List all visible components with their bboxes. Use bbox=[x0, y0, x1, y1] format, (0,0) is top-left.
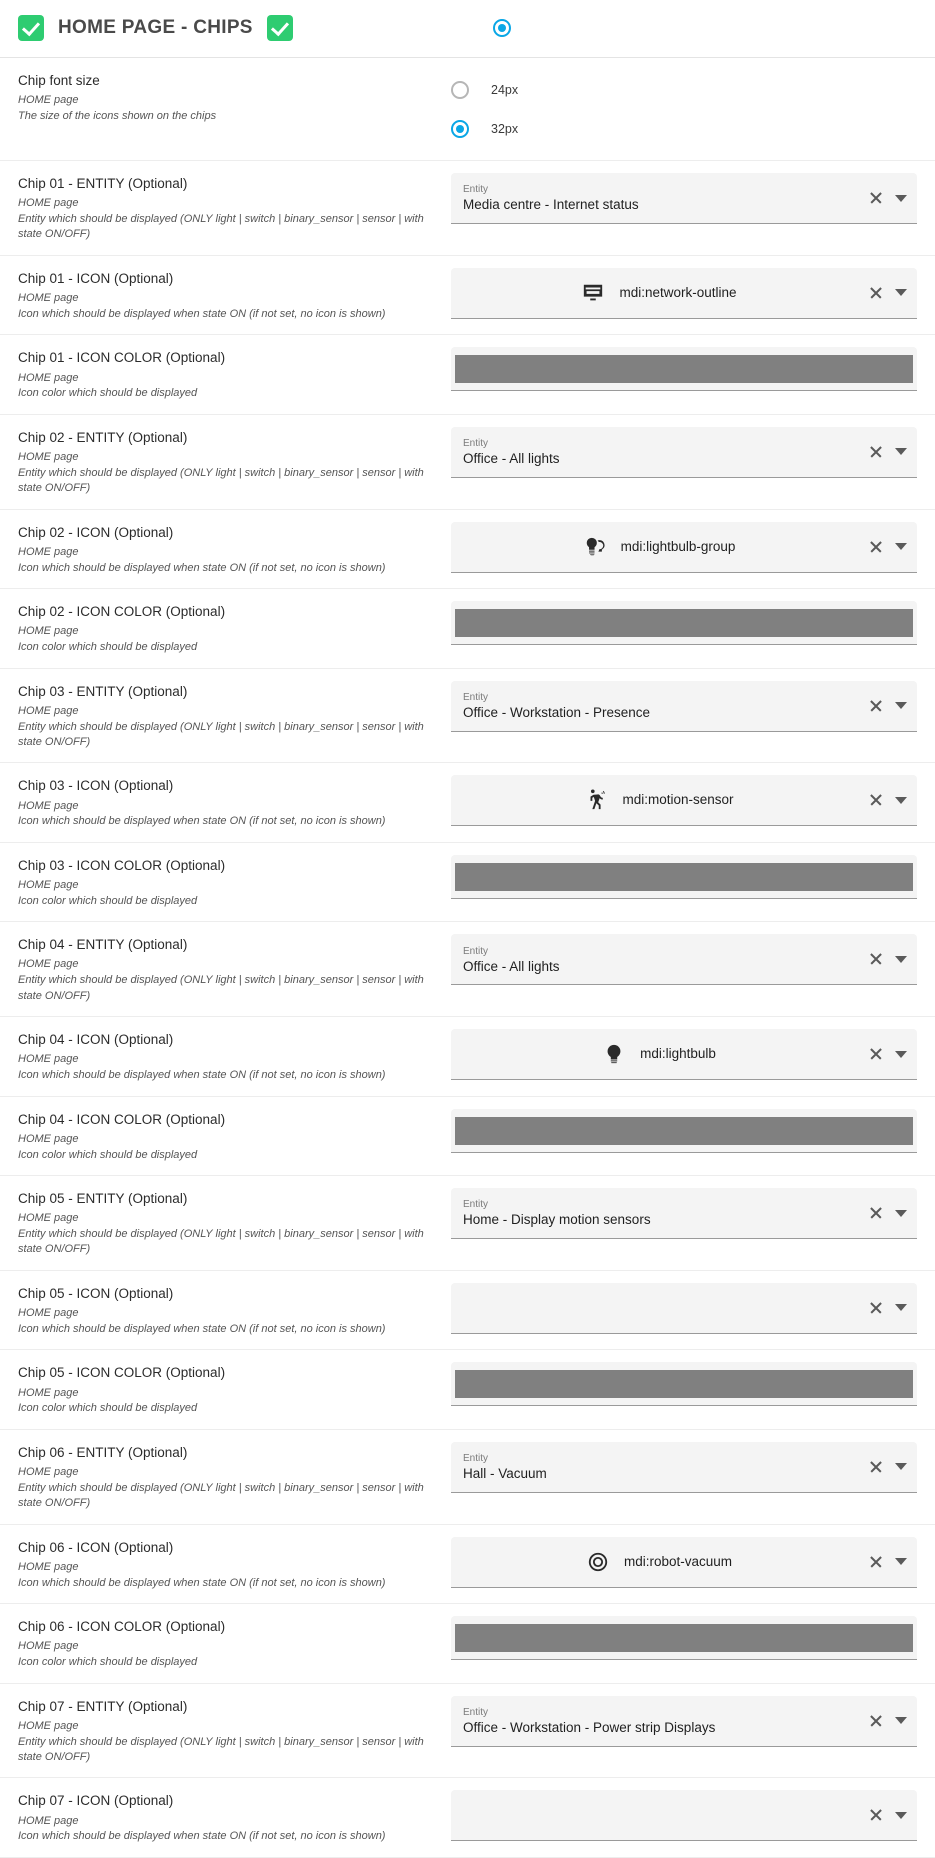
setting-labels bbox=[18, 601, 433, 655]
setting-page: HOME page bbox=[18, 958, 79, 971]
radio-32px-label: 32px bbox=[491, 121, 519, 136]
setting-control bbox=[433, 681, 917, 732]
setting-row-chip07-entity bbox=[0, 1684, 935, 1779]
setting-label: Chip 05 - ICON COLOR (Optional) bbox=[18, 1365, 226, 1381]
setting-labels bbox=[18, 268, 433, 322]
setting-row-chip06-entity bbox=[0, 1430, 935, 1525]
setting-description: The size of the icons shown on the chips bbox=[18, 110, 217, 123]
setting-labels bbox=[18, 173, 433, 243]
setting-page: HOME page bbox=[18, 625, 79, 638]
chevron-down-icon[interactable] bbox=[895, 448, 907, 455]
chevron-down-icon[interactable] bbox=[895, 797, 907, 804]
setting-page: HOME page bbox=[18, 1212, 79, 1225]
field-value: Office - Workstation - Power strip Displays bbox=[463, 1719, 716, 1735]
setting-description: Entity which should be displayed (ONLY light | switch | binary_sensor | sensor | with state ON/OFF) bbox=[18, 213, 424, 241]
close-icon[interactable] bbox=[869, 1460, 883, 1474]
setting-row-chip03-color bbox=[0, 843, 935, 922]
setting-description: Icon which should be displayed when state ON (if not set, no icon is shown) bbox=[18, 1069, 386, 1082]
field-actions bbox=[869, 1696, 907, 1746]
setting-row-chip05-icon bbox=[0, 1271, 935, 1350]
section-header-left bbox=[18, 15, 473, 41]
setting-description: Icon which should be displayed when state ON (if not set, no icon is shown) bbox=[18, 1322, 386, 1335]
section-enable-checkbox-left[interactable] bbox=[18, 15, 44, 41]
entity-combobox-chip05-entity[interactable] bbox=[451, 1188, 917, 1239]
field-value: mdi:motion-sensor bbox=[622, 792, 734, 808]
icon-combobox-chip03-icon[interactable] bbox=[451, 775, 917, 826]
setting-description: Entity which should be displayed (ONLY light | switch | binary_sensor | sensor | with state ON/OFF) bbox=[18, 720, 424, 748]
color-picker-chip06-color[interactable] bbox=[451, 1616, 917, 1660]
network-outline-icon bbox=[581, 281, 605, 305]
setting-label: Chip 05 - ENTITY (Optional) bbox=[18, 1191, 188, 1206]
chevron-down-icon[interactable] bbox=[895, 1558, 907, 1565]
setting-label: Chip 03 - ENTITY (Optional) bbox=[18, 683, 188, 699]
setting-control bbox=[433, 268, 917, 319]
setting-control bbox=[433, 173, 917, 224]
robot-vacuum-icon bbox=[586, 1550, 610, 1574]
setting-page: HOME page bbox=[18, 1640, 79, 1653]
setting-page: HOME page bbox=[18, 1814, 79, 1827]
entity-combobox-chip03-entity[interactable] bbox=[451, 681, 917, 732]
field-actions bbox=[869, 1188, 907, 1238]
close-icon[interactable] bbox=[869, 1047, 883, 1061]
field-actions bbox=[869, 173, 907, 223]
setting-labels bbox=[18, 775, 433, 829]
setting-row-chip02-color bbox=[0, 589, 935, 668]
chevron-down-icon[interactable] bbox=[895, 195, 907, 202]
setting-row-chip05-color bbox=[0, 1350, 935, 1429]
field-label: Entity bbox=[463, 1706, 489, 1718]
motion-sensor-icon bbox=[584, 788, 608, 812]
field-label: Entity bbox=[463, 1453, 489, 1465]
close-icon[interactable] bbox=[869, 540, 883, 554]
setting-page: HOME page bbox=[18, 545, 79, 558]
no-icon bbox=[640, 1296, 664, 1320]
setting-control bbox=[433, 934, 917, 985]
color-picker-chip01-color[interactable] bbox=[451, 347, 917, 391]
setting-labels bbox=[18, 1109, 433, 1163]
chevron-down-icon[interactable] bbox=[895, 543, 907, 550]
setting-control bbox=[433, 601, 917, 645]
field-label: Entity bbox=[463, 691, 489, 703]
setting-labels bbox=[18, 1283, 433, 1337]
setting-labels bbox=[18, 522, 433, 576]
chevron-down-icon[interactable] bbox=[895, 1304, 907, 1311]
setting-control bbox=[433, 1442, 917, 1493]
icon-combobox-chip06-icon[interactable] bbox=[451, 1537, 917, 1588]
field-label: Entity bbox=[463, 438, 489, 450]
setting-description: Icon which should be displayed when state ON (if not set, no icon is shown) bbox=[18, 307, 386, 320]
field-value: Office - All lights bbox=[463, 958, 560, 974]
field-value: mdi:lightbulb bbox=[640, 1046, 716, 1061]
setting-control bbox=[433, 1283, 917, 1334]
field-actions bbox=[869, 1283, 907, 1333]
icon-combobox-chip05-icon[interactable] bbox=[451, 1283, 917, 1334]
color-swatch[interactable] bbox=[455, 355, 913, 383]
color-swatch[interactable] bbox=[455, 609, 913, 637]
setting-page: HOME page bbox=[18, 799, 79, 812]
setting-row-chip03-icon bbox=[0, 763, 935, 842]
entity-combobox-chip07-entity[interactable] bbox=[451, 1696, 917, 1747]
setting-description: Icon which should be displayed when state ON (if not set, no icon is shown) bbox=[18, 1830, 386, 1843]
setting-label: Chip 06 - ENTITY (Optional) bbox=[18, 1444, 188, 1460]
setting-label: Chip 01 - ENTITY (Optional) bbox=[18, 176, 188, 191]
setting-control bbox=[433, 1616, 917, 1660]
field-value: mdi:robot-vacuum bbox=[623, 1553, 733, 1569]
no-icon bbox=[640, 1803, 664, 1827]
setting-row-chip04-entity bbox=[0, 922, 935, 1017]
setting-labels bbox=[18, 1029, 433, 1083]
setting-page: HOME page bbox=[18, 1465, 79, 1478]
font-size-option-32px[interactable] bbox=[451, 109, 917, 148]
close-icon[interactable] bbox=[869, 1206, 883, 1220]
icon-combobox-chip02-icon[interactable] bbox=[451, 522, 917, 573]
setting-page: HOME page bbox=[18, 450, 79, 463]
close-icon[interactable] bbox=[869, 1555, 883, 1569]
icon-combobox-chip01-icon[interactable] bbox=[451, 268, 917, 319]
setting-row-chip04-color bbox=[0, 1097, 935, 1176]
setting-description: Icon color which should be displayed bbox=[18, 1656, 198, 1669]
setting-labels bbox=[18, 1616, 433, 1670]
setting-control bbox=[433, 1537, 917, 1588]
chevron-down-icon[interactable] bbox=[895, 289, 907, 296]
close-icon[interactable] bbox=[869, 793, 883, 807]
lightbulb-icon bbox=[602, 1042, 626, 1066]
setting-page: HOME page bbox=[18, 292, 79, 305]
entity-combobox-chip01-entity[interactable] bbox=[451, 173, 917, 224]
entity-combobox-chip04-entity[interactable] bbox=[451, 934, 917, 985]
setting-label: Chip 04 - ENTITY (Optional) bbox=[18, 937, 188, 953]
setting-row-chip02-icon bbox=[0, 510, 935, 589]
setting-label: Chip 04 - ICON COLOR (Optional) bbox=[18, 1111, 226, 1127]
setting-control bbox=[433, 1696, 917, 1747]
setting-labels bbox=[18, 934, 433, 1004]
setting-label: Chip 01 - ICON COLOR (Optional) bbox=[18, 350, 226, 366]
chevron-down-icon[interactable] bbox=[895, 1210, 907, 1217]
setting-labels bbox=[18, 855, 433, 909]
field-actions bbox=[869, 1442, 907, 1492]
setting-page: HOME page bbox=[18, 1053, 79, 1066]
field-value: Office - All lights bbox=[463, 451, 560, 467]
field-label: Entity bbox=[463, 184, 489, 196]
setting-page: HOME page bbox=[18, 371, 79, 384]
setting-labels bbox=[18, 1790, 433, 1844]
chevron-down-icon[interactable] bbox=[895, 702, 907, 709]
section-enable-checkbox-right[interactable] bbox=[267, 15, 293, 41]
setting-label: Chip 04 - ICON (Optional) bbox=[18, 1032, 174, 1048]
setting-labels bbox=[18, 427, 433, 497]
chevron-down-icon[interactable] bbox=[895, 1051, 907, 1058]
setting-control bbox=[433, 1790, 917, 1841]
close-icon[interactable] bbox=[869, 1714, 883, 1728]
radio-24px-label: 24px bbox=[491, 82, 519, 97]
setting-row-chip01-entity bbox=[0, 161, 935, 256]
icon-combobox-chip07-icon[interactable] bbox=[451, 1790, 917, 1841]
setting-page: HOME page bbox=[18, 704, 79, 717]
color-picker-chip03-color[interactable] bbox=[451, 855, 917, 899]
setting-label: Chip font size bbox=[18, 73, 100, 88]
setting-description: Entity which should be displayed (ONLY light | switch | binary_sensor | sensor | with state ON/OFF) bbox=[18, 1735, 424, 1763]
page-title: HOME PAGE - CHIPS bbox=[58, 16, 253, 38]
setting-label: Chip 02 - ICON COLOR (Optional) bbox=[18, 604, 226, 620]
setting-description: Entity which should be displayed (ONLY light | switch | binary_sensor | sensor | with state ON/OFF) bbox=[18, 466, 424, 495]
setting-description: Icon color which should be displayed bbox=[18, 1402, 198, 1415]
setting-description: Entity which should be displayed (ONLY light | switch | binary_sensor | sensor | with state ON/OFF) bbox=[18, 974, 424, 1002]
entity-combobox-chip06-entity[interactable] bbox=[451, 1442, 917, 1493]
close-icon[interactable] bbox=[869, 191, 883, 205]
setting-control bbox=[433, 1188, 917, 1239]
chevron-down-icon[interactable] bbox=[895, 1812, 907, 1819]
close-icon[interactable] bbox=[869, 445, 883, 459]
field-actions bbox=[869, 268, 907, 318]
setting-description: Icon which should be displayed when state ON (if not set, no icon is shown) bbox=[18, 561, 386, 574]
field-actions bbox=[869, 1537, 907, 1587]
field-label: Entity bbox=[463, 945, 489, 957]
field-value: mdi:lightbulb-group bbox=[620, 538, 736, 554]
field-value: Home - Display motion sensors bbox=[463, 1212, 651, 1228]
setting-labels bbox=[18, 681, 433, 751]
setting-row-chip02-entity bbox=[0, 415, 935, 510]
setting-labels bbox=[18, 1696, 433, 1766]
field-actions bbox=[869, 775, 907, 825]
setting-row-chip01-color bbox=[0, 335, 935, 414]
setting-control bbox=[433, 347, 917, 391]
setting-labels bbox=[18, 1537, 433, 1591]
setting-page: HOME page bbox=[18, 197, 79, 210]
field-actions bbox=[869, 427, 907, 477]
setting-labels bbox=[18, 70, 433, 124]
setting-labels bbox=[18, 1188, 433, 1258]
font-size-radio-group bbox=[433, 70, 917, 148]
setting-label: Chip 01 - ICON (Optional) bbox=[18, 270, 174, 286]
setting-row-chip06-icon bbox=[0, 1525, 935, 1604]
setting-description: Icon which should be displayed when state ON (if not set, no icon is shown) bbox=[18, 815, 386, 828]
setting-description: Icon color which should be displayed bbox=[18, 1148, 198, 1161]
field-actions bbox=[869, 522, 907, 572]
close-icon[interactable] bbox=[869, 699, 883, 713]
chevron-down-icon[interactable] bbox=[895, 1717, 907, 1724]
setting-row-chip06-color bbox=[0, 1604, 935, 1683]
setting-label: Chip 07 - ENTITY (Optional) bbox=[18, 1698, 188, 1714]
chevron-down-icon[interactable] bbox=[895, 1463, 907, 1470]
field-value: Office - Workstation - Presence bbox=[463, 704, 651, 720]
settings-rows bbox=[0, 161, 935, 1858]
radio-24px[interactable] bbox=[451, 81, 469, 99]
section-header bbox=[0, 0, 935, 58]
setting-description: Icon color which should be displayed bbox=[18, 387, 198, 400]
field-actions bbox=[869, 934, 907, 984]
setting-control bbox=[433, 1109, 917, 1153]
color-picker-chip04-color[interactable] bbox=[451, 1109, 917, 1153]
setting-label: Chip 06 - ICON COLOR (Optional) bbox=[18, 1619, 226, 1635]
entity-combobox-chip02-entity[interactable] bbox=[451, 427, 917, 478]
close-icon[interactable] bbox=[869, 286, 883, 300]
field-value: mdi:network-outline bbox=[619, 284, 737, 300]
setting-row-chip03-entity bbox=[0, 669, 935, 764]
setting-description: Icon which should be displayed when state ON (if not set, no icon is shown) bbox=[18, 1576, 386, 1589]
color-swatch[interactable] bbox=[455, 863, 913, 891]
setting-row-chip-font-size bbox=[0, 58, 935, 161]
field-label: Entity bbox=[463, 1199, 489, 1211]
setting-page: HOME page bbox=[18, 1386, 79, 1399]
field-actions bbox=[869, 1790, 907, 1840]
setting-row-chip05-entity bbox=[0, 1176, 935, 1271]
field-actions bbox=[869, 681, 907, 731]
setting-description: Entity which should be displayed (ONLY light | switch | binary_sensor | sensor | with state ON/OFF) bbox=[18, 1228, 424, 1256]
setting-label: Chip 03 - ICON (Optional) bbox=[18, 778, 174, 794]
setting-control bbox=[433, 855, 917, 899]
setting-label: Chip 06 - ICON (Optional) bbox=[18, 1539, 174, 1555]
setting-labels bbox=[18, 347, 433, 401]
close-icon[interactable] bbox=[869, 1301, 883, 1315]
field-value: Media centre - Internet status bbox=[463, 197, 639, 213]
field-value: Hall - Vacuum bbox=[463, 1466, 547, 1482]
setting-page: HOME page bbox=[18, 879, 79, 892]
font-size-option-24px[interactable] bbox=[451, 70, 917, 109]
setting-description: Entity which should be displayed (ONLY light | switch | binary_sensor | sensor | with state ON/OFF) bbox=[18, 1481, 424, 1510]
field-actions bbox=[869, 1029, 907, 1079]
color-swatch[interactable] bbox=[455, 1370, 913, 1398]
setting-page: HOME page bbox=[18, 1719, 79, 1732]
setting-page: HOME page bbox=[18, 94, 79, 107]
setting-description: Icon color which should be displayed bbox=[18, 641, 198, 654]
color-picker-chip05-color[interactable] bbox=[451, 1362, 917, 1406]
setting-page: HOME page bbox=[18, 1307, 79, 1320]
chevron-down-icon[interactable] bbox=[895, 956, 907, 963]
setting-labels bbox=[18, 1362, 433, 1416]
setting-row-chip07-icon bbox=[0, 1778, 935, 1857]
setting-label: Chip 02 - ICON (Optional) bbox=[18, 524, 174, 540]
setting-page: HOME page bbox=[18, 1560, 79, 1573]
setting-control bbox=[433, 1362, 917, 1406]
setting-row-chip01-icon bbox=[0, 256, 935, 335]
section-header-radio[interactable] bbox=[493, 19, 511, 37]
color-swatch[interactable] bbox=[455, 1117, 913, 1145]
setting-label: Chip 02 - ENTITY (Optional) bbox=[18, 429, 188, 445]
setting-control bbox=[433, 522, 917, 573]
setting-label: Chip 05 - ICON (Optional) bbox=[18, 1285, 174, 1301]
setting-description: Icon color which should be displayed bbox=[18, 894, 198, 907]
icon-combobox-chip04-icon[interactable] bbox=[451, 1029, 917, 1080]
setting-row-chip04-icon bbox=[0, 1017, 935, 1096]
setting-page: HOME page bbox=[18, 1132, 79, 1145]
close-icon[interactable] bbox=[869, 1808, 883, 1822]
setting-control bbox=[433, 775, 917, 826]
close-icon[interactable] bbox=[869, 952, 883, 966]
setting-label: Chip 07 - ICON (Optional) bbox=[18, 1793, 174, 1809]
radio-32px[interactable] bbox=[451, 120, 469, 138]
section-header-right bbox=[473, 19, 917, 37]
lightbulb-group-icon bbox=[583, 535, 607, 559]
setting-labels bbox=[18, 1442, 433, 1512]
color-picker-chip02-color[interactable] bbox=[451, 601, 917, 645]
setting-control bbox=[433, 1029, 917, 1080]
setting-control bbox=[433, 427, 917, 478]
color-swatch[interactable] bbox=[455, 1624, 913, 1652]
setting-label: Chip 03 - ICON COLOR (Optional) bbox=[18, 857, 226, 873]
